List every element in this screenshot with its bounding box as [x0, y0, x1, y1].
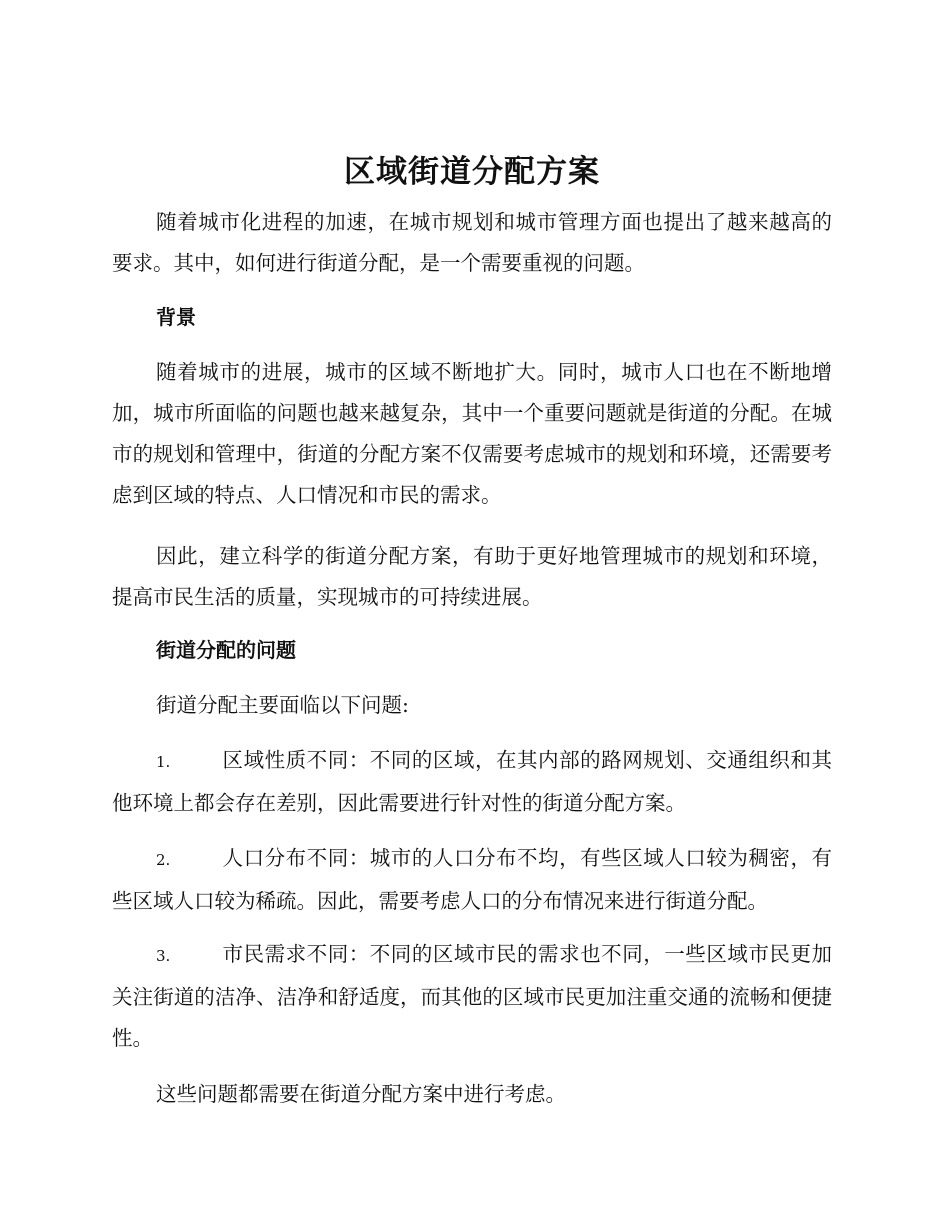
background-paragraph-1: 随着城市的进展，城市的区域不断地扩大。同时，城市人口也在不断地增加，城市所面临的问题也越来越复杂，其中一个重要问题就是街道的分配。在城市的规划和管理中，街道的分配方案不仅需要考虑城市的规划和环境，还需要考虑到区域的特点、人口情况和市民的需求。: [112, 360, 832, 507]
list-item-text: 市民需求不同：不同的区域市民的需求也不同，一些区域市民更加关注街道的洁净、洁净和舒适度，而其他的区域市民更加注重交通的流畅和便捷性。: [112, 942, 832, 1050]
document-title: 区域街道分配方案: [344, 154, 600, 190]
list-item-number: 3.: [156, 947, 171, 965]
list-item-text: 区域性质不同：不同的区域，在其内部的路网规划、交通组织和其他环境上都会存在差别，因此需要进行针对性的街道分配方案。: [112, 748, 832, 815]
list-item-number: 2.: [156, 851, 171, 869]
list-item-2: [112, 838, 832, 922]
section-heading-problems: 街道分配的问题: [156, 638, 296, 662]
background-paragraph-2: 因此，建立科学的街道分配方案，有助于更好地管理城市的规划和环境，提高市民生活的质量，实现城市的可持续进展。: [112, 544, 832, 609]
list-item-number: 1.: [156, 753, 171, 771]
list-item-3: [112, 934, 832, 1059]
problems-lead-paragraph: 街道分配主要面临以下问题:: [156, 693, 409, 717]
list-item-1: [112, 740, 832, 824]
section-heading-background: 背景: [156, 305, 196, 329]
intro-paragraph: 随着城市化进程的加速，在城市规划和城市管理方面也提出了越来越高的要求。其中，如何进行街道分配，是一个需要重视的问题。: [112, 210, 832, 275]
closing-paragraph: 这些问题都需要在街道分配方案中进行考虑。: [156, 1082, 566, 1106]
list-item-text: 人口分布不同：城市的人口分布不均，有些区域人口较为稠密，有些区域人口较为稀疏。因此，需要考虑人口的分布情况来进行街道分配。: [112, 846, 832, 913]
